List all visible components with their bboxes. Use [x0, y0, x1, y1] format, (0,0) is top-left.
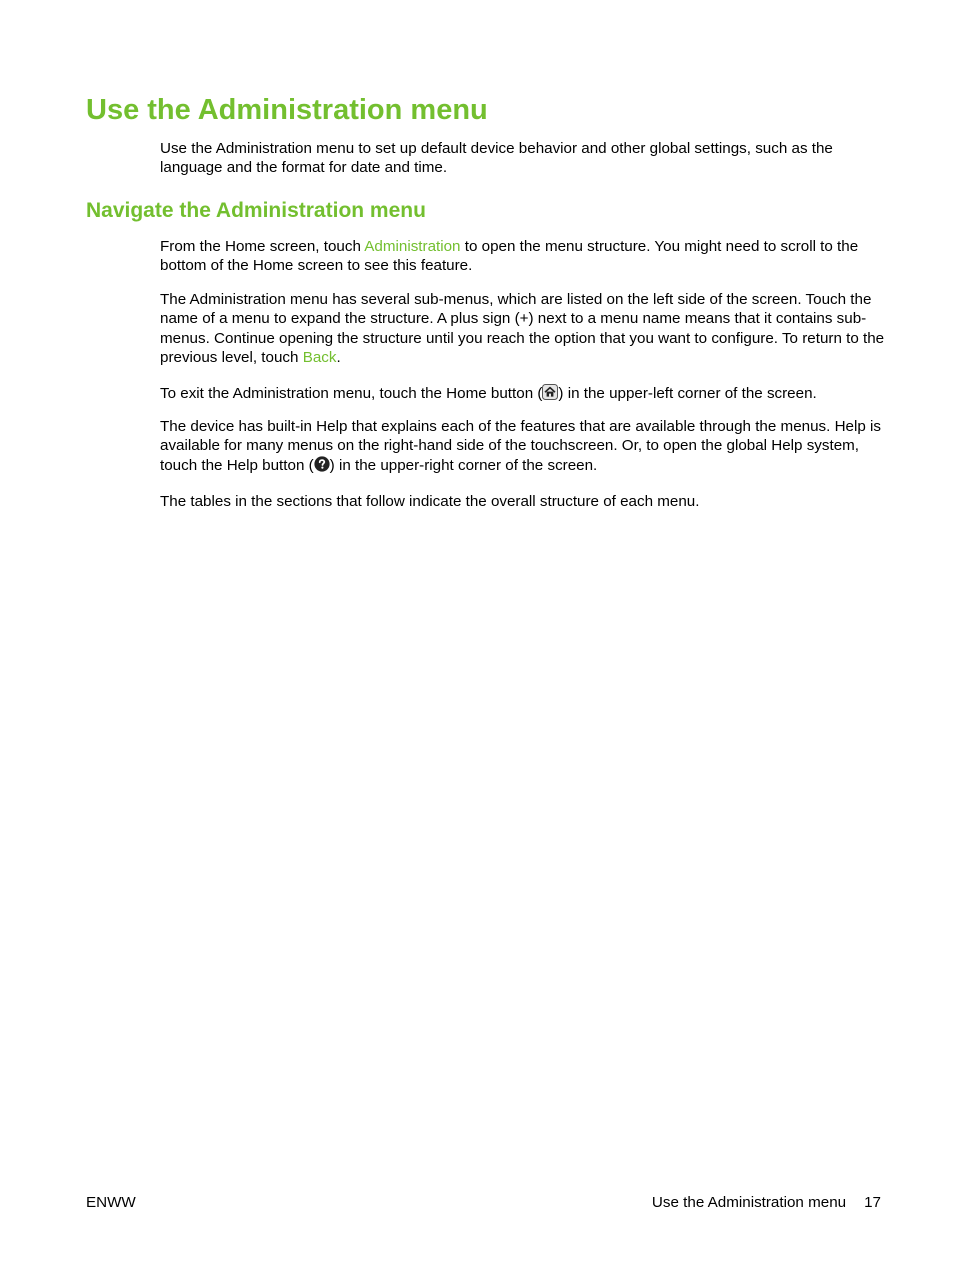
exit-paragraph: [160, 384, 888, 403]
footer-locale: ENWW: [86, 1194, 136, 1211]
submenus-text-after: .: [336, 348, 341, 366]
help-paragraph: [160, 417, 888, 475]
section-heading: Navigate the Administration menu: [86, 199, 426, 222]
administration-link[interactable]: Administration: [364, 238, 461, 255]
submenus-text-before: The Administration menu has several sub-menus, which are listed on the left side of the screen. Touch the name of a menu to expand the structure. A plus sign (+) next to a menu name means that it contains sub-menus. Continue opening the structure until you reach the option that you want to configure. To return to the previous level, touch: [160, 291, 885, 366]
footer-right: [652, 1193, 881, 1212]
submenus-paragraph: [160, 290, 888, 367]
exit-text-before: To exit the Administration menu, touch the Home button (: [160, 385, 543, 402]
help-text-after: ) in the upper-right corner of the screen.: [329, 456, 598, 474]
page-title: Use the Administration menu: [86, 94, 488, 126]
intro-paragraph: Use the Administration menu to set up default device behavior and other global settings, such as the language and the format for date and time.: [160, 140, 833, 177]
home-icon: [542, 384, 558, 400]
back-link[interactable]: Back: [302, 348, 337, 366]
exit-text-after: ) in the upper-left corner of the screen.: [558, 385, 817, 402]
navigate-paragraph: [160, 237, 888, 276]
footer-section-title: Use the Administration menu: [651, 1194, 847, 1211]
help-icon: [314, 456, 330, 472]
tables-paragraph: The tables in the sections that follow indicate the overall structure of each menu.: [160, 493, 700, 510]
navigate-text-before: From the Home screen, touch: [160, 238, 365, 255]
page-number: 17: [864, 1194, 881, 1211]
navigate-text-after: to open the menu structure. You might need to scroll to the bottom of the Home screen to see this feature.: [160, 238, 859, 275]
help-text-before: The device has built-in Help that explains each of the features that are available through the menus. Help is available for many menus on the right-hand side of the touchscreen. Or, to open the global Help system, touch the Help button (: [160, 418, 881, 474]
